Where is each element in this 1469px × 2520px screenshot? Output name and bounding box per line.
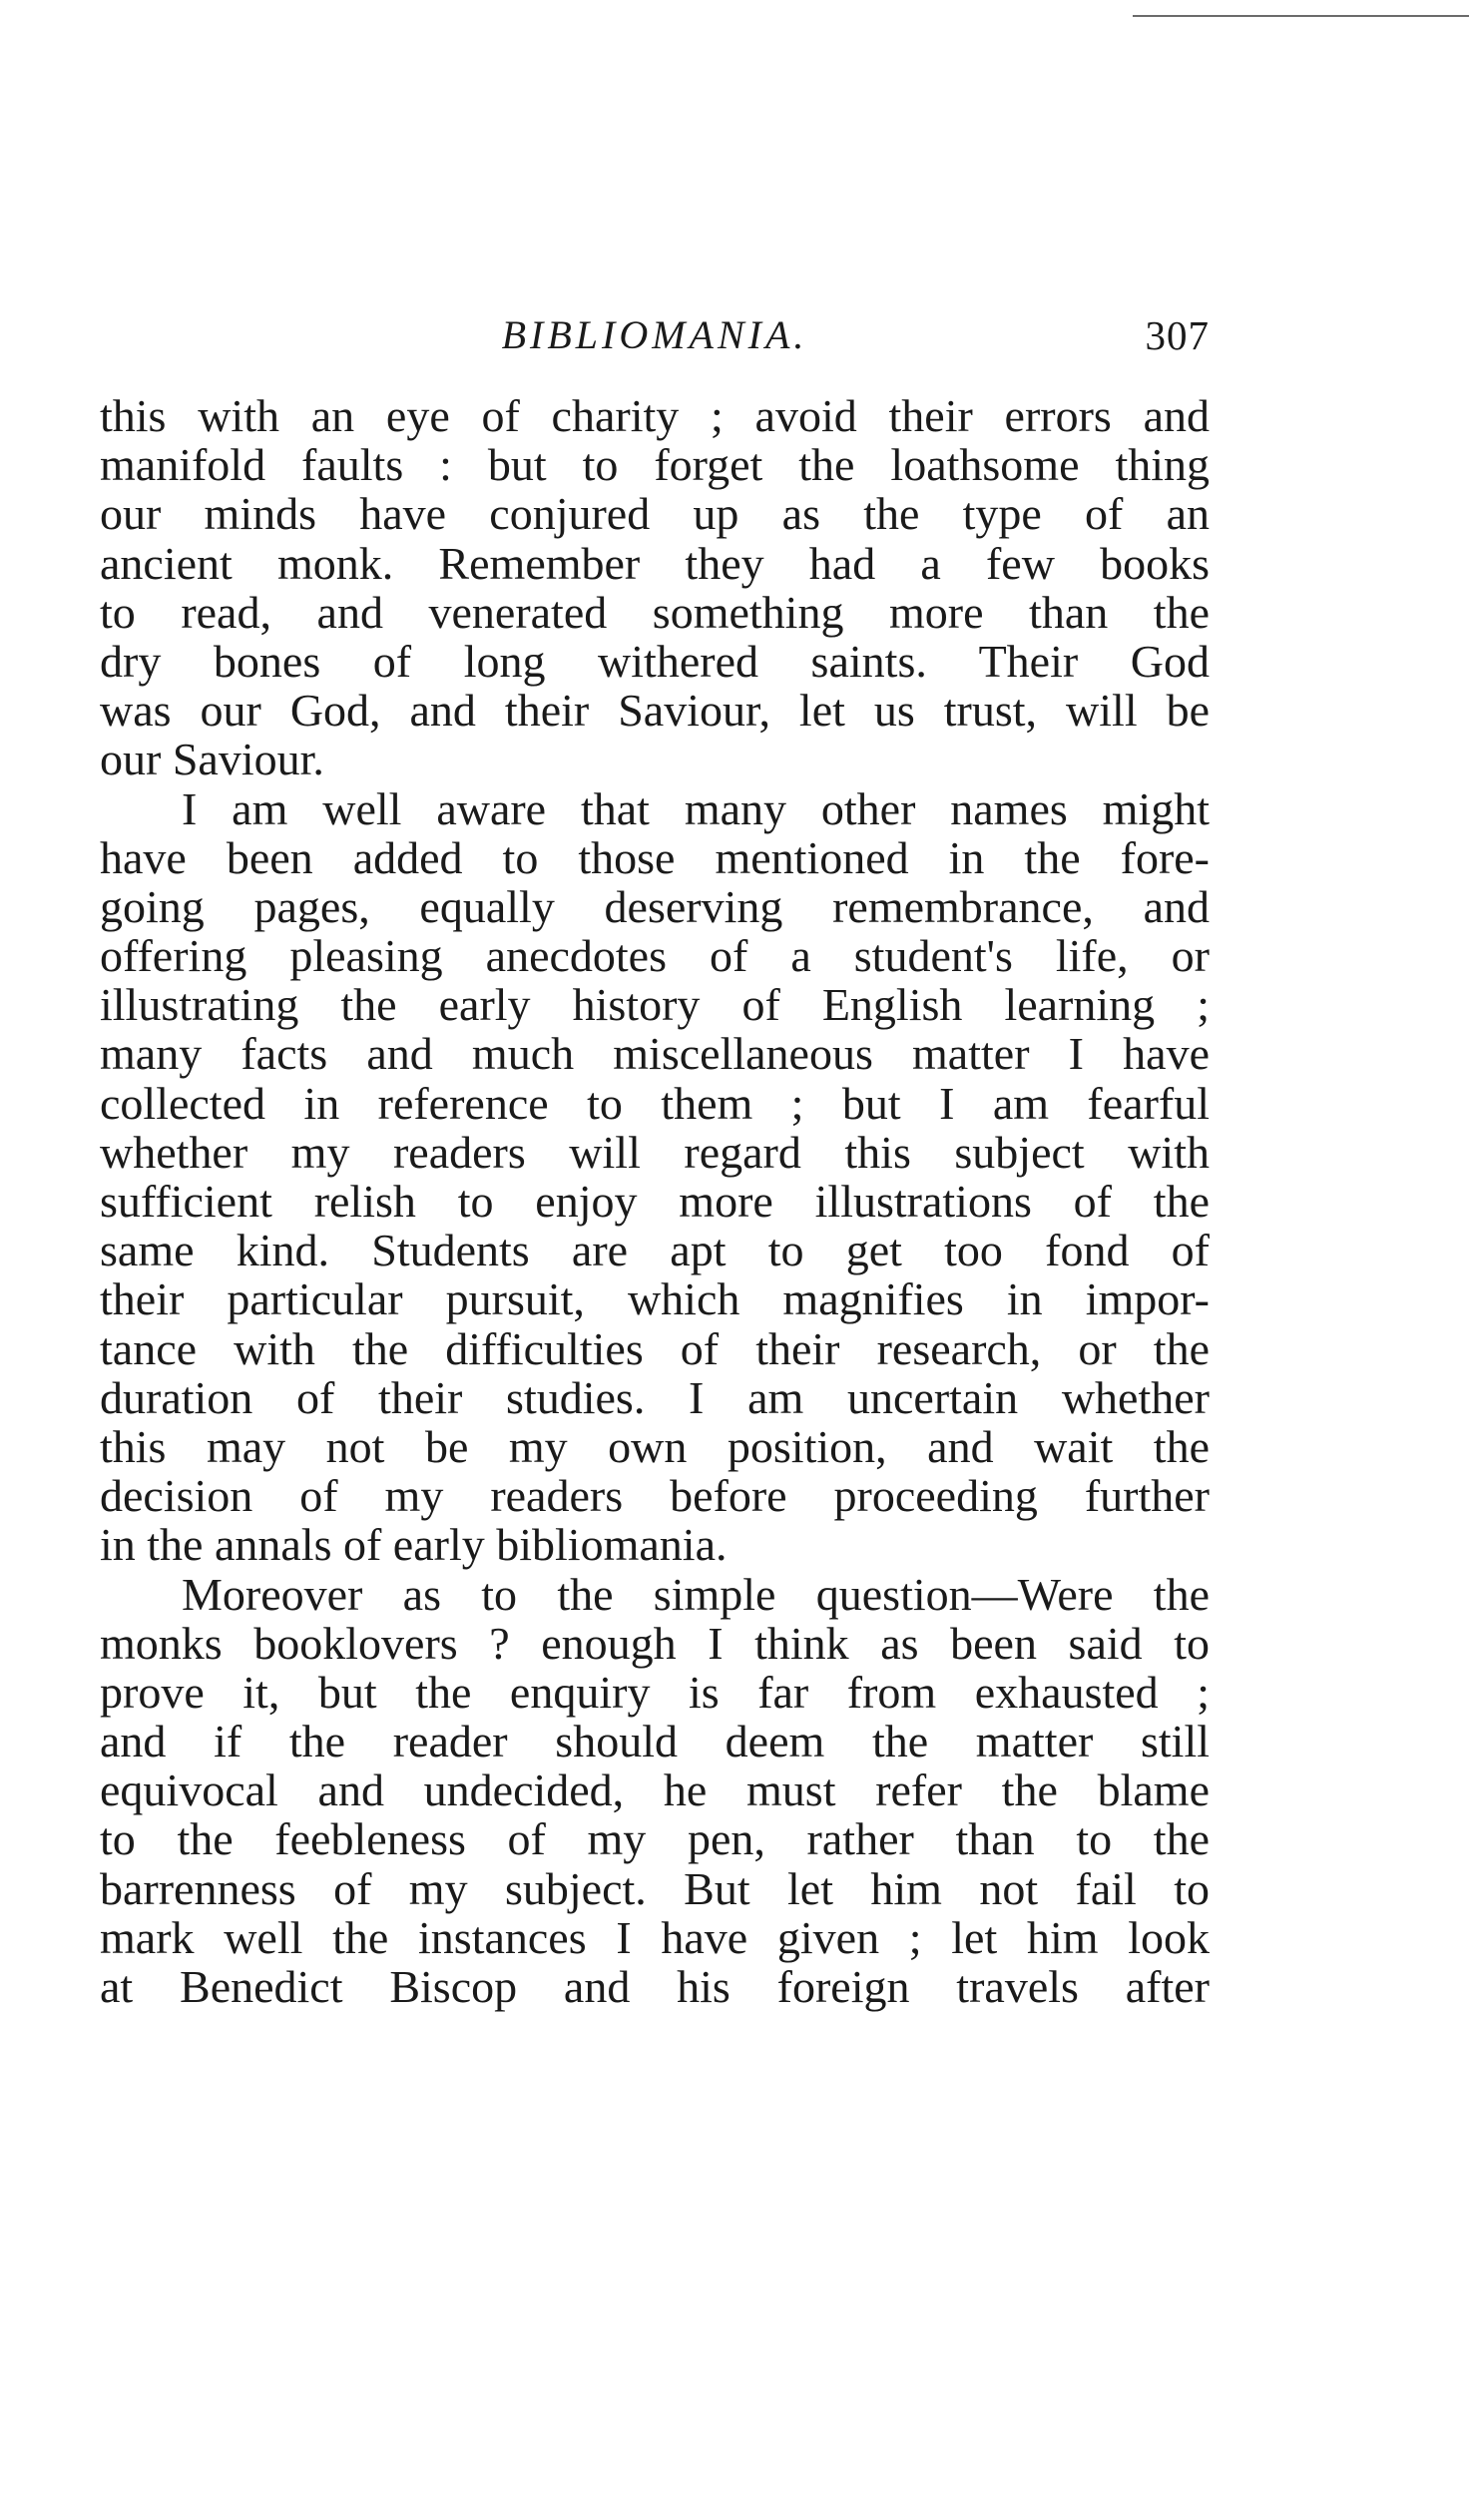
text-line: ancient monk. Remember they had a few books bbox=[100, 537, 1210, 589]
text-line: whether my readers will regard this subject with bbox=[100, 1126, 1210, 1178]
text-line: dry bones of long withered saints. Their God bbox=[100, 635, 1210, 687]
text-line: barrenness of my subject. But let him not fail to bbox=[100, 1862, 1210, 1914]
text-line: Moreover as to the simple question—Were the bbox=[182, 1568, 1210, 1620]
text-line: mark well the instances I have given ; let him look bbox=[100, 1911, 1210, 1963]
text-line: this with an eye of charity ; avoid their errors and bbox=[100, 390, 1210, 441]
text-line: our minds have conjured up as the type of an bbox=[100, 488, 1210, 540]
text-line: I am well aware that many other names might bbox=[182, 782, 1210, 834]
page-number: 307 bbox=[1145, 312, 1210, 358]
text-line: at Benedict Biscop and his foreign travels after bbox=[100, 1961, 1210, 2012]
text-line: manifold faults : but to forget the loathsome thing bbox=[100, 439, 1210, 491]
running-title: BIBLIOMANIA. bbox=[501, 312, 808, 357]
text-line: going pages, equally deserving remembrance, and bbox=[100, 880, 1210, 932]
text-line: many facts and much miscellaneous matter I have bbox=[100, 1028, 1210, 1080]
paragraph-2 bbox=[100, 784, 1210, 1570]
text-line: tance with the difficulties of their research, or the bbox=[100, 1322, 1210, 1374]
text-line: illustrating the early history of English learning ; bbox=[100, 979, 1210, 1031]
text-line: to read, and venerated something more than the bbox=[100, 586, 1210, 638]
text-line: same kind. Students are apt to get too fond of bbox=[100, 1225, 1210, 1276]
text-line: decision of my readers before proceeding further bbox=[100, 1470, 1210, 1522]
paragraph-3 bbox=[100, 1570, 1210, 2012]
text-line: their particular pursuit, which magnifies in impor- bbox=[100, 1273, 1210, 1325]
text-line: to the feebleness of my pen, rather than to the bbox=[100, 1813, 1210, 1865]
text-line: in the annals of early bibliomania. bbox=[100, 1519, 728, 1571]
text-line: monks booklovers ? enough I think as been said to bbox=[100, 1617, 1210, 1669]
running-head bbox=[100, 307, 1210, 367]
text-line: our Saviour. bbox=[100, 734, 324, 785]
text-line: duration of their studies. I am uncertain whether bbox=[100, 1371, 1210, 1423]
text-line: have been added to those mentioned in the fore- bbox=[100, 831, 1210, 883]
text-line: offering pleasing anecdotes of a student's life, or bbox=[100, 930, 1210, 982]
text-line: was our God, and their Saviour, let us trust, will be bbox=[100, 685, 1210, 737]
text-line: this may not be my own position, and wait the bbox=[100, 1420, 1210, 1472]
text-line: equivocal and undecided, he must refer the blame bbox=[100, 1764, 1210, 1816]
text-line: and if the reader should deem the matter still bbox=[100, 1716, 1210, 1767]
top-rule bbox=[1133, 15, 1469, 17]
body-text bbox=[100, 391, 1210, 2011]
text-line: collected in reference to them ; but I am fearful bbox=[100, 1077, 1210, 1129]
text-line: prove it, but the enquiry is far from exhausted ; bbox=[100, 1666, 1210, 1718]
paragraph-1 bbox=[100, 391, 1210, 784]
text-line: sufficient relish to enjoy more illustrations of the bbox=[100, 1176, 1210, 1227]
